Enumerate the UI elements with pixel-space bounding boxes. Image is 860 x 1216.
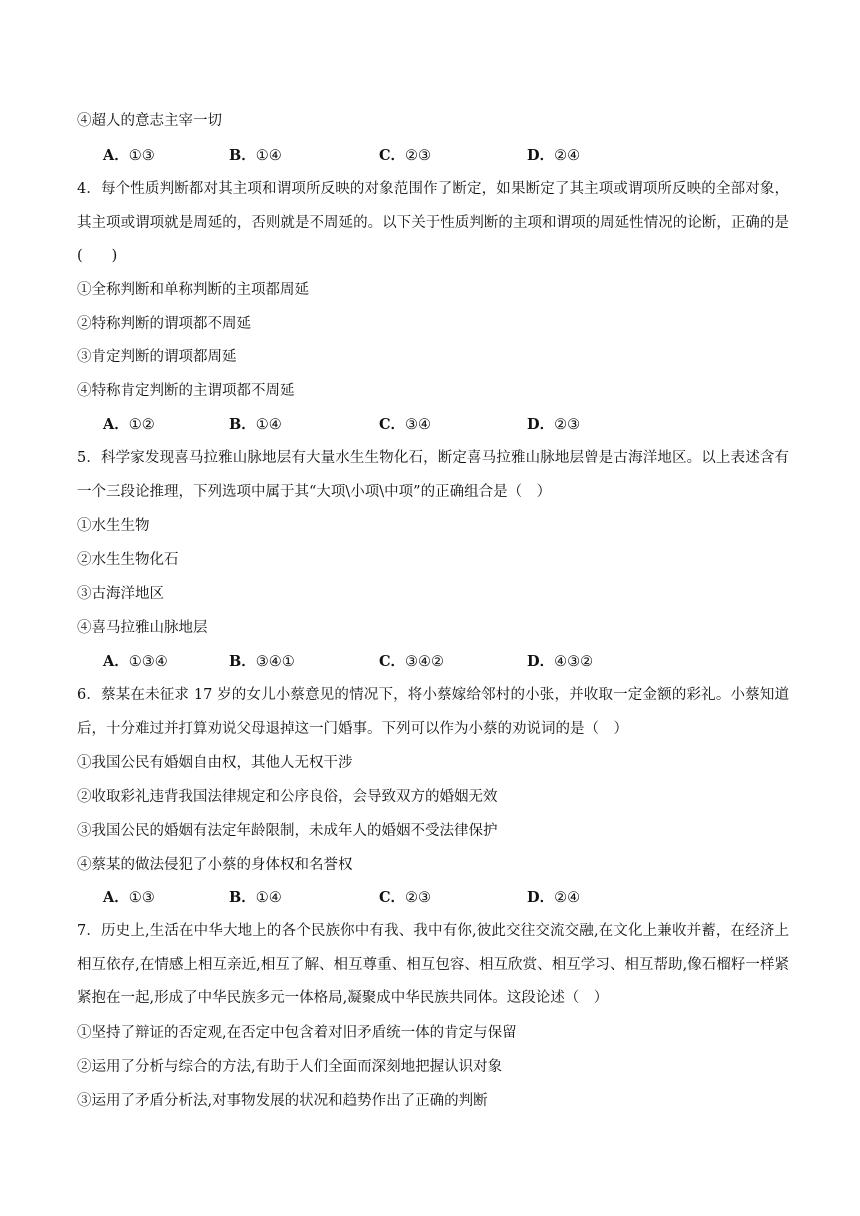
- q7-stem: 7．历史上,生活在中华大地上的各个民族你中有我、我中有你,彼此交往交流交融,在文化上兼收并蓄，在经济上相互依存,在情感上相互亲近,相互了解、相互尊重、相互包容、相互欣赏、相互学习、相互帮助,像石榴籽一样紧紧抱在一起,形成了中华民族多元一体格局,凝聚成中华民族共同体。这段论述（ ）: [77, 923, 789, 1006]
- q5-item-1: ①水生生物: [77, 518, 150, 534]
- q6-item-3: ③我国公民的婚姻有法定年龄限制，未成年人的婚姻不受法律保护: [77, 823, 498, 839]
- q4-item-3: ③肯定判断的谓项都周延: [77, 349, 237, 365]
- q4-item-1: ①全称判断和单称判断的主项都周延: [77, 282, 309, 298]
- q7-item-1: ①坚持了辩证的否定观,在否定中包含着对旧矛盾统一体的肯定与保留: [77, 1025, 517, 1041]
- q5-option-d[interactable]: D．④③②: [527, 653, 594, 670]
- q7-item-2: ②运用了分析与综合的方法,有助于人们全面而深刻地把握认识对象: [77, 1059, 503, 1075]
- q4-item-2: ②特称判断的谓项都不周延: [77, 316, 251, 332]
- q6-stem: 6．蔡某在未征求 17 岁的女儿小蔡意见的情况下，将小蔡嫁给邻村的小张，并收取一定金额的彩礼。小蔡知道后，十分难过并打算劝说父母退掉这一门婚事。下列可以作为小蔡的劝说词的是（ ）: [77, 687, 789, 737]
- q6-option-c[interactable]: C．②③: [379, 889, 432, 906]
- q5-item-3: ③古海洋地区: [77, 586, 164, 602]
- q6-option-a[interactable]: A．①③: [103, 889, 155, 906]
- q3-option-c[interactable]: C．②③: [379, 147, 432, 164]
- q5-item-2: ②水生生物化石: [77, 552, 179, 568]
- q4-option-d[interactable]: D．②③: [527, 416, 581, 433]
- q5-option-b[interactable]: B．③④①: [229, 653, 295, 670]
- q5-option-c[interactable]: C．③④②: [379, 653, 445, 670]
- q5-option-a[interactable]: A．①③④: [103, 653, 168, 670]
- q4-item-4: ④特称肯定判断的主谓项都不周延: [77, 383, 295, 399]
- q4-stem: 4．每个性质判断都对其主项和谓项所反映的对象范围作了断定，如果断定了其主项或谓项所反映的全部对象，其主项或谓项就是周延的，否则就是不周延的。以下关于性质判断的主项和谓项的周延性情况的论断，正确的是( ): [77, 181, 789, 264]
- q4-option-a[interactable]: A．①②: [103, 416, 155, 433]
- q6-option-b[interactable]: B．①④: [229, 889, 282, 906]
- q6-item-2: ②收取彩礼违背我国法律规定和公序良俗，会导致双方的婚姻无效: [77, 789, 498, 805]
- q5-stem: 5．科学家发现喜马拉雅山脉地层有大量水生生物化石，断定喜马拉雅山脉地层曾是古海洋地区。以上表述含有一个三段论推理，下列选项中属于其“大项\小项\中项”的正确组合是（ ）: [77, 450, 789, 500]
- q4-option-c[interactable]: C．③④: [379, 416, 432, 433]
- q7-item-3: ③运用了矛盾分析法,对事物发展的状况和趋势作出了正确的判断: [77, 1093, 488, 1109]
- q3-item-4: ④超人的意志主宰一切: [77, 113, 222, 129]
- q6-item-4: ④蔡某的做法侵犯了小蔡的身体权和名誉权: [77, 857, 353, 873]
- q6-item-1: ①我国公民有婚姻自由权，其他人无权干涉: [77, 755, 353, 771]
- q4-option-b[interactable]: B．①④: [229, 416, 282, 433]
- q3-option-d[interactable]: D．②④: [527, 147, 581, 164]
- q6-option-d[interactable]: D．②④: [527, 889, 581, 906]
- q5-item-4: ④喜马拉雅山脉地层: [77, 620, 208, 636]
- q3-option-a[interactable]: A．①③: [103, 147, 155, 164]
- q3-option-b[interactable]: B．①④: [229, 147, 282, 164]
